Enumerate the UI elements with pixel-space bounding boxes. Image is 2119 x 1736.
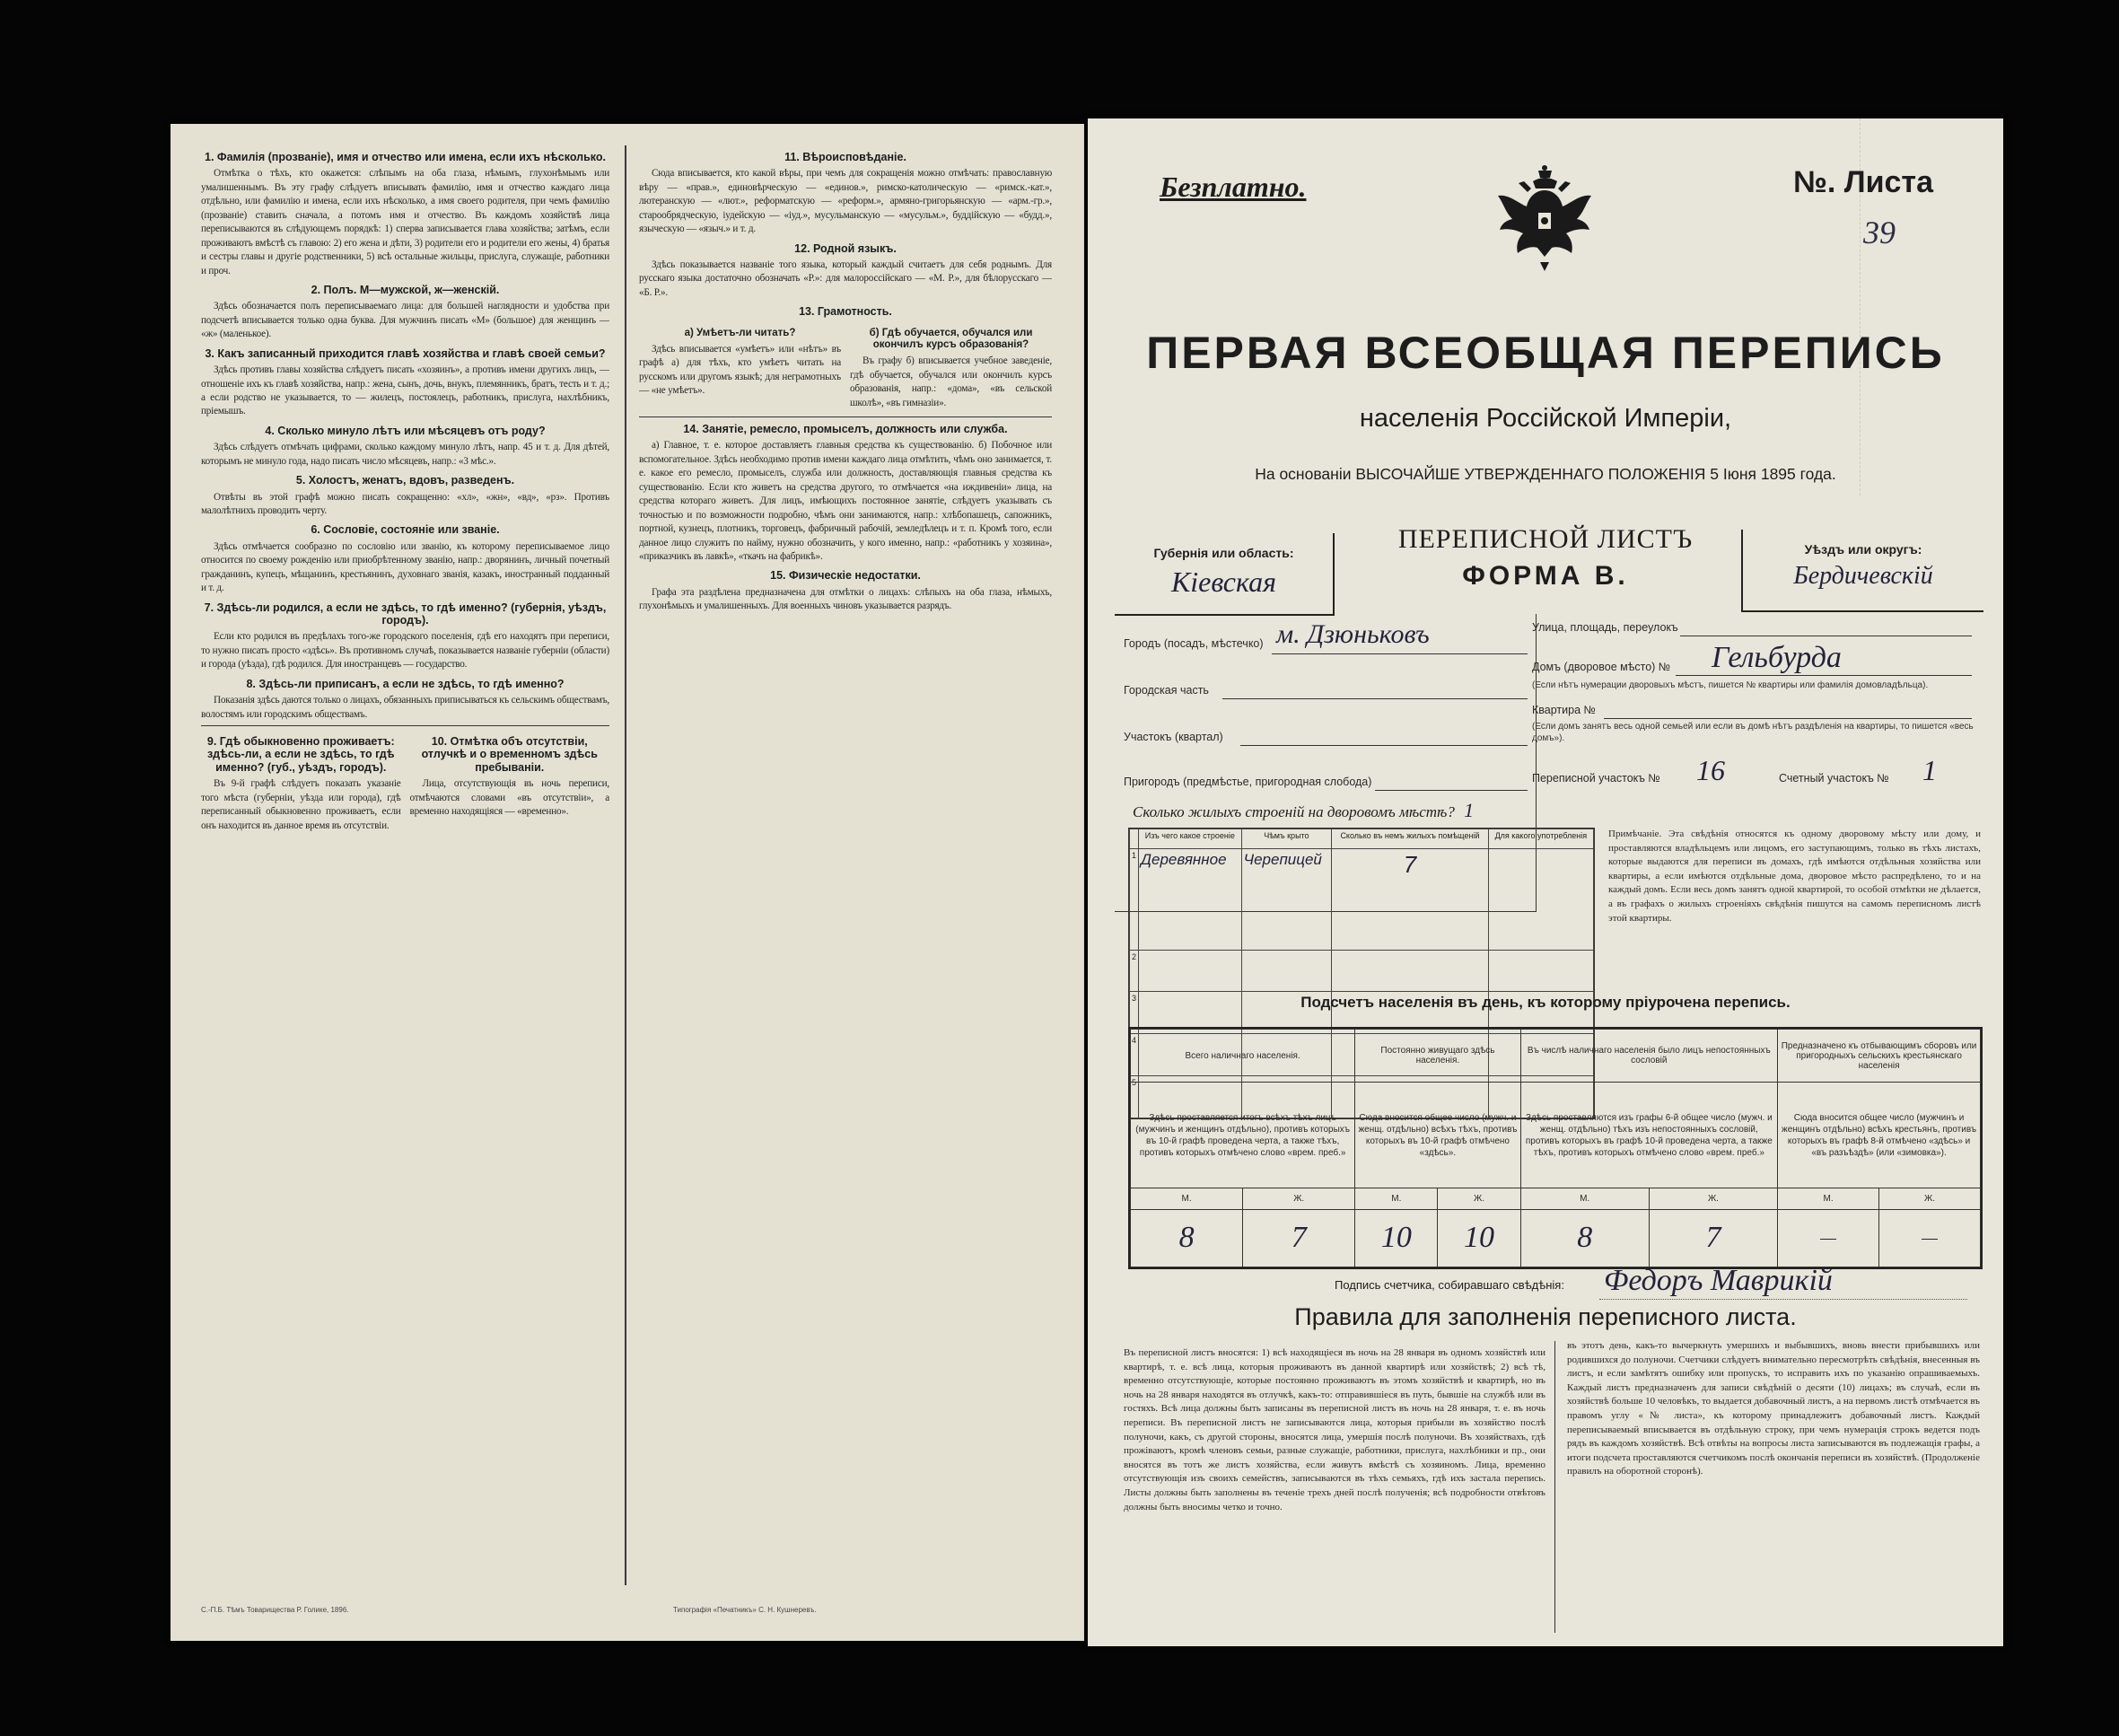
count-male-value: 8 xyxy=(1131,1209,1243,1267)
section-heading: 12. Родной языкъ. xyxy=(794,241,897,255)
section-heading: 4. Сколько минуло лѣтъ или мѣсяцевъ отъ роду? xyxy=(265,424,546,437)
city-label: Городъ (посадъ, мѣстечко) xyxy=(1124,637,1264,650)
section-heading: 13. Грамотность. xyxy=(799,305,892,319)
section-4 xyxy=(201,425,609,469)
uezd-value: Бердичевскій xyxy=(1793,562,1933,590)
count-value-row xyxy=(1131,1209,1981,1267)
count-female-value: — xyxy=(1879,1209,1981,1267)
male-label: М. xyxy=(1520,1188,1649,1210)
uezd-label: Уѣздъ или округъ: xyxy=(1804,542,1922,557)
dwelling-answer: 1 xyxy=(1464,799,1475,821)
imprint-left: С.-П.Б. Тѣмъ Товарищества Р. Голике, 1896. xyxy=(201,1606,349,1614)
census-title: ПЕРВАЯ ВСЕОБЩАЯ ПЕРЕПИСЬ xyxy=(1146,328,1945,378)
count-desc-row xyxy=(1131,1083,1981,1188)
count-column-desc: Здѣсь проставляются изъ графы 6-й общее число (мужч. и женщ. отдѣльно) тѣхъ изъ непостоянныхъ сословій, противъ которыхъ въ графѣ 10-й проведена черта, а также тѣхъ, противъ которыхъ отмѣчено слово «врем. преб.» xyxy=(1520,1083,1778,1188)
row-number: 5 xyxy=(1130,1076,1139,1118)
count-column-desc: Сюда вносится общее число (мужч. и женщ. отдѣльно) всѣхъ тѣхъ, противъ которыхъ въ 10-й графѣ отмѣчено «здѣсь». xyxy=(1355,1083,1520,1188)
guberniya-value: Кіевская xyxy=(1170,566,1277,598)
count-sex-row xyxy=(1131,1188,1981,1210)
section-3 xyxy=(201,347,609,419)
section-11 xyxy=(639,151,1052,237)
population-count-table xyxy=(1128,1027,1983,1269)
row-number: 4 xyxy=(1130,1034,1139,1076)
count-column-desc: Здѣсь проставляется итогъ всѣхъ тѣхъ лицъ (мужчинъ и женщинъ отдѣльно), противъ которыхъ въ 10-й графѣ проведена черта, а также тѣхъ, противъ которыхъ отмѣчено слово «врем. преб.» xyxy=(1131,1083,1355,1188)
row-number: 1 xyxy=(1130,849,1139,951)
city-part-line xyxy=(1222,698,1528,699)
house-label: Домъ (дворовое мѣсто) № xyxy=(1532,661,1671,673)
section-heading: 10. Отмѣтка объ отсутствіи, отлучкѣ и о временномъ здѣсь пребываніи. xyxy=(421,735,598,774)
section-heading: 14. Занятіе, ремесло, промыселъ, должность или служба. xyxy=(683,423,1008,435)
section-14 xyxy=(639,423,1052,564)
section-12 xyxy=(639,242,1052,301)
table-cell: Черепицей xyxy=(1241,849,1332,951)
city-value: м. Дзюньковъ xyxy=(1276,619,1430,649)
population-count-title: Подсчетъ населенія въ день, къ которому пріурочена перепись. xyxy=(1300,994,1791,1011)
suburb-line xyxy=(1375,790,1528,791)
column-header: Сколько въ немъ жилыхъ помѣщеній xyxy=(1332,829,1488,849)
table-row xyxy=(1130,849,1594,951)
section-text: Отвѣты въ этой графѣ можно писать сокращенно: «хл», «жн», «вд», «рз». Противъ малолѣтнихъ проводить черту. xyxy=(201,491,609,517)
count-column-header: Всего наличнаго населенія. xyxy=(1131,1030,1355,1083)
rules-divider xyxy=(1554,1341,1555,1633)
rules-column-2: въ этотъ день, какъ-то вычеркнуть умершихъ и выбывшихъ, вновь внести прибывшихъ или родившихся до полуночи. Счетчики слѣдуетъ внимательно пересмотрѣть свѣдѣнія, внесенныя въ листъ, и если замѣтятъ ошибку или пропускъ, то исправить ихъ по указанію опрашиваемыхъ. Каждый листъ предназначенъ для записи свѣдѣній о десяти (10) лицахъ; въ случаѣ, если въ хозяйствѣ больше 10 человѣкъ, то выдается добавочный листъ, а на первомъ листѣ отмѣчается въ правомъ углу «№ листа», къ которому принадлежитъ добавочный листъ. Каждый переписываемый вписывается въ отдѣльную строку, при чемъ нумерація строкъ ведется подъ рядъ въ каждомъ хозяйствѣ. Всѣ отвѣты на вопросы листа записываются въ подлежащія графы, а итоги подсчета проставляются счетчикомъ послѣ окончанія переписи въ хозяйствѣ. (Продолженіе правилъ на оборотной сторонѣ). xyxy=(1567,1340,1980,1477)
female-label: Ж. xyxy=(1649,1188,1777,1210)
uezd-box xyxy=(1741,530,1983,612)
section-8 xyxy=(201,678,609,722)
section-15 xyxy=(639,569,1052,613)
section-text: Отмѣтка о тѣхъ, кто окажется: слѣпымъ на оба глаза, нѣмымъ, глухонѣмымъ или умалишеннымъ. Въ эту графу слѣдуетъ вписывать фамилію, имя и отчество каждаго лица отдѣльно, или фамилію и имена, если ихъ нѣсколько, а имя своего родителя, при чемъ фамилію (прозваніе) ставить сначала, а потомъ имя и отчество. Въ каждомъ хозяйствѣ лица переписываются въ слѣдующемъ порядкѣ: 1) сперва записывается глава хозяйства; затѣмъ, если проживаютъ вмѣстѣ съ главою: 2) его жена и дѣти, 3) родители его и родители его жены, 4) братья и сестры главы и другіе родственники, 5) всѣ остальные жильцы, прислуга, служащіе, работники и проч. xyxy=(201,168,609,276)
table-row xyxy=(1130,950,1594,992)
apartment-line xyxy=(1604,718,1972,719)
count-column-desc: Сюда вносится общее число (мужчинъ и женщинъ отдѣльно) всѣхъ крестьянъ, противъ которыхъ въ графѣ 8-й отмѣчено «здѣсь» и «въ разъѣздѣ» (или «зимовка»). xyxy=(1778,1083,1981,1188)
section-7 xyxy=(201,601,609,672)
city-line xyxy=(1272,653,1528,654)
count-header-row xyxy=(1131,1030,1981,1083)
divider xyxy=(639,416,1052,417)
count-male-value: 10 xyxy=(1355,1209,1438,1267)
apartment-label: Квартира № xyxy=(1532,704,1596,716)
rules-column-1: Въ переписной листъ вносятся: 1) всѣ находящіеся въ ночь на 28 января въ одномъ хозяйствѣ или квартирѣ, т. е. всѣ лица, которыя проживаютъ въ данной квартирѣ или хозяйствѣ; 2) всѣ тѣ, временно отсутствующіе, которые постоянно проживаютъ въ этомъ хозяйствѣ и квартирѣ, но въ ночь на 28 января находятся въ отлучкѣ, какъ-то: отправившіеся въ путь, бывшіе на службѣ или въ гостяхъ. Всѣ лица должны быть записаны въ переписной листъ въ ночь на 28 января, т. е. въ ночь переписи. Въ переписной листъ не записываются лица, которыя прибыли въ хозяйство послѣ полуночи, какъ, съ другой стороны, вносятся лица, умершія послѣ полуночи. Въ хозяйствахъ, гдѣ прожіваютъ, кромѣ членовъ семьи, разные служащіе, работники, прислуга, нахлѣбники и пр., они вносятся въ тотъ же листъ хозяйства, если живутъ вмѣстѣ съ хозяиномъ. Лица, временно отсутствующія изъ своихъ семействъ, записываются въ тѣхъ семьяхъ, гдѣ ихъ застала перепись. Листы должны быть заполнены въ теченіе трехъ дней послѣ полученія; всѣ подробности отвѣтовъ должны быть вносимы четко и точно. xyxy=(1124,1347,1545,1512)
female-label: Ж. xyxy=(1879,1188,1981,1210)
counting-section-label: Счетный участокъ № xyxy=(1779,772,1889,785)
table-cell xyxy=(1488,849,1593,951)
section-heading: 15. Физическіе недостатки. xyxy=(770,569,921,583)
sections-9-10 xyxy=(201,730,609,836)
counting-section-value: 1 xyxy=(1922,754,1937,786)
section-1 xyxy=(201,151,609,278)
guberniya-label: Губернія или область: xyxy=(1153,546,1294,560)
rules-title: Правила для заполненія переписного листа. xyxy=(1294,1303,1797,1330)
male-label: М. xyxy=(1131,1188,1243,1210)
section-text: Здѣсь отмѣчается сообразно по сословію или званію, къ которому переписываемое лицо относится по своему рожденію или приобрѣтенному званію, напр.: дворянинъ, личный почетный гражданинъ, купецъ, мѣщанинъ, крестьянинъ, духовнаго званія, казакъ, иностранный подданный и т. д. xyxy=(201,540,609,594)
sheet-number-value: 39 xyxy=(1863,215,1896,250)
district-line xyxy=(1240,745,1528,746)
section-text: Если кто родился въ предѣлахъ того-же городского поселенія, гдѣ его находятъ при переписи, то нужно писать просто «здѣсь». Въ противномъ случаѣ, показывается названіе губерніи (области) и города (уѣзда), гдѣ родился. Для иностранцевъ — государство. xyxy=(201,631,609,671)
address-right-block xyxy=(1523,614,1979,740)
section-6 xyxy=(201,523,609,595)
row-number: 2 xyxy=(1130,950,1139,992)
section-heading: 7. Здѣсь-ли родился, а если не здѣсь, то гдѣ именно? (губернія, уѣздъ, городъ). xyxy=(204,601,607,627)
section-heading: 8. Здѣсь-ли приписанъ, а если не здѣсь, то гдѣ именно? xyxy=(246,677,565,690)
section-heading: 5. Холостъ, женатъ, вдовъ, разведенъ. xyxy=(295,474,515,487)
dwelling-question xyxy=(1133,799,1474,822)
literacy-text-b: Въ графу б) вписывается учебное заведеніе, гдѣ обучается, обучался или окончилъ курсъ образованія, напр.: «дома», «въ сельской школѣ», «въ гимназіи». xyxy=(850,355,1052,408)
divider xyxy=(201,725,609,726)
district-label: Участокъ (квартал) xyxy=(1124,731,1223,743)
house-line xyxy=(1676,675,1972,676)
count-female-value: 7 xyxy=(1243,1209,1355,1267)
male-label: М. xyxy=(1355,1188,1438,1210)
literacy-q-b: б) Гдѣ обучается, обучался или окончилъ курсъ образованія? xyxy=(869,327,1033,350)
count-male-value: 8 xyxy=(1520,1209,1649,1267)
count-column-header: Предназначено къ отбывающимъ сборовъ или пригородныхъ сельскихъ крестьянскаго населенія xyxy=(1778,1030,1981,1083)
section-text: Здѣсь слѣдуетъ отмѣчать цифрами, сколько каждому минуло лѣтъ, напр. 45 и т. д. Для дѣтей, которымъ не минуло года, надо писать число мѣсяцевъ, напр.: «3 мѣс.». xyxy=(201,442,609,467)
street-label: Улица, площадь, переулокъ xyxy=(1532,621,1678,634)
section-heading: 6. Сословіе, состояніе или званіе. xyxy=(311,523,500,537)
census-form-sheet xyxy=(1088,118,2003,1646)
form-name: ФОРМА В. xyxy=(1462,561,1629,591)
literacy-q-a: а) Умѣетъ-ли читать? xyxy=(684,327,796,338)
apartment-note: (Если домъ занятъ весь одной семьей или если въ домѣ нѣтъ раздѣленія на квартиры, то пишется «весь домъ»). xyxy=(1532,722,1974,743)
table-cell: Деревянное xyxy=(1139,849,1242,951)
female-label: Ж. xyxy=(1243,1188,1355,1210)
column-header: Изъ чего какое строеніе xyxy=(1139,829,1242,849)
row-number: 3 xyxy=(1130,992,1139,1034)
suburb-label: Пригородъ (предмѣстье, пригородная слобода) xyxy=(1124,776,1372,788)
house-value: Гельбурда xyxy=(1712,641,1842,674)
section-text: Здѣсь показывается названіе того языка, который каждый считаетъ для себя роднымъ. Для русскаго языка достаточно обозначать «Р.»: для малороссійскаго — «М. Р.», для бѣлорусскаго — «Б. Р.». xyxy=(639,259,1052,298)
section-text: Здѣсь обозначается полъ переписываемаго лица: для большей наглядности и удобства при подсчетѣ вписывается только одна буква. Для мужчинъ писать «М» (большое) для женщинъ — «ж» (маленькое). xyxy=(201,301,609,340)
signature-label: Подпись счетчика, собиравшаго свѣдѣнія: xyxy=(1335,1278,1564,1292)
dwelling-question-text: Сколько жилыхъ строеній на дворовомъ мѣстѣ? xyxy=(1133,803,1455,820)
literacy-text-a: Здѣсь вписывается «умѣетъ» или «нѣтъ» въ графѣ а) для тѣхъ, кто умѣетъ читать на русскомъ или другомъ языкѣ; для неграмотныхъ — «не умѣетъ». xyxy=(639,343,841,397)
section-text: Показанія здѣсь даются только о лицахъ, обязанныхъ приписываться къ сельскимъ обществамъ, волостямъ или городскимъ обществамъ. xyxy=(201,695,609,720)
free-label: Безплатно. xyxy=(1160,171,1307,203)
instructions-sheet xyxy=(171,124,1084,1641)
section-text: Графа эта раздѣлена предназначена для отмѣтки о лицахъ: слѣпыхъ на оба глаза, нѣмыхъ, глухонѣмыхъ и умалишенныхъ. Для военныхъ чиновъ указывается разрядъ. xyxy=(639,586,1052,612)
city-part-label: Городская часть xyxy=(1124,684,1209,697)
census-section-value: 16 xyxy=(1696,754,1725,786)
section-heading: 2. Полъ. М—мужской, ж—женскій. xyxy=(311,284,500,296)
count-column-header: Постоянно живущаго здѣсь населенія. xyxy=(1355,1030,1520,1083)
section-2 xyxy=(201,284,609,342)
section-text: Въ 9-й графѣ слѣдуетъ показать указаніе того мѣста (губерніи, уѣзда или города), гдѣ переписанный обыкновенно проживаетъ, если онъ находится въ данное время въ отсутствіи. xyxy=(201,778,401,831)
section-text: Лица, отсутствующія въ ночь переписи, отмѣчаются словами «въ отсутствіи», а временно находящіяся — «временно». xyxy=(409,778,609,818)
table-header-row xyxy=(1130,829,1594,849)
dwelling-note: Примѣчаніе. Эта свѣдѣнія относятся къ одному дворовому мѣсту или дому, и проставляются владѣльцемъ или лицомъ, его заступающимъ, только въ тѣхъ листахъ, которые выдаются для переписи въ домахъ, гдѣ имѣются отдѣльныя хозяйства или квартиры, а если имѣются отдѣльные дома, дворовое мѣсто распредѣлено, то и на каждый домъ. Если весь домъ занятъ одной квартирой, то особой отмѣтки не дѣлается, а въ графахъ о жилыхъ строеніяхъ свѣдѣнія пишутся на самомъ переписномъ листѣ этой квартиры. xyxy=(1608,829,1981,924)
section-5 xyxy=(201,474,609,518)
census-section-label: Переписной участокъ № xyxy=(1532,772,1660,785)
section-text: Здѣсь противъ главы хозяйства слѣдуетъ писать «хозяинъ», а противъ имени другихъ лицъ, — отношеніе ихъ къ главѣ хозяйства, напр.: жена, сынъ, дочь, внукъ, племянникъ, братъ, тесть и т. д.; а если родство не указывается, то — жилецъ, постоялецъ, работникъ, прислуга, нахлѣбникъ, пріемышъ. xyxy=(201,364,609,417)
table-cell: 7 xyxy=(1332,849,1488,951)
count-male-value: — xyxy=(1778,1209,1879,1267)
guberniya-box xyxy=(1115,533,1335,616)
double-headed-eagle-icon xyxy=(1493,165,1597,273)
imprint-right: Типографія «Печатникъ» С. Н. Кушнеревъ. xyxy=(673,1606,817,1614)
literacy-subsections xyxy=(639,322,1052,413)
section-text: а) Главное, т. е. которое доставляетъ главныя средства къ существованію. б) Побочное или вспомогательное. Здѣсь необходимо против имени каждаго лица отмѣтить, чѣмъ оно занимается, т. е. какое его ремесло, промыселъ, служба или должность, доставляющія главныя средства къ существованію. Если кто живетъ на средства другого, то отмѣчается «на иждивеніи» лица, на средства котораго живетъ. Для лицъ, имѣющихъ постоянное занятіе, слѣдуетъ указывать съ точностью и по возможности подробно, чѣмъ они занимаются, напр.: хлѣбопашецъ, сапожникъ, портной, кузнецъ, плотникъ, торговецъ, фабричный рабочій, земледѣлецъ и т. п. Кромѣ того, если данное лицо служитъ по найму, нужно обозначить, у кого именно, напр.: «работникъ у хозяина», «приказчикъ въ лавкѣ», «ткачъ на фабрикѣ». xyxy=(639,440,1052,562)
count-column-header: Въ числѣ наличнаго населенія было лицъ непостоянныхъ сословій xyxy=(1520,1030,1778,1083)
column-header: Для какого употребленія xyxy=(1488,829,1593,849)
section-heading: 3. Какъ записанный приходится главѣ хозяйства и главѣ своей семьи? xyxy=(205,346,606,360)
section-13 xyxy=(639,305,1052,413)
sheet-number-label: №. Листа xyxy=(1792,165,1933,199)
female-label: Ж. xyxy=(1438,1188,1520,1210)
census-subtitle: населенія Россійской Имперіи, xyxy=(1359,404,1732,433)
form-title: ПЕРЕПИСНОЙ ЛИСТЪ xyxy=(1397,524,1694,554)
column-divider xyxy=(625,145,626,1585)
house-note: (Если нѣтъ нумерации дворовыхъ мѣстъ, пишется № квартиры или фамилія домовладѣльца). xyxy=(1532,680,1929,690)
section-text: Сюда вписывается, кто какой вѣры, при чемъ для сокращенія можно отмѣчать: православную вѣру — «прав.», единовѣрческую — «единов.», римско-католическую — «римск.-кат.», лютеранскую — «лют.», реформатскую — «реформ.», армяно-григорьянскую — «арм.-гр.», старообрядческую, іудейскую — «іуд.», мусульманскую — «мусульм.», буддійскую — «будд.», языческую — «языч.» и т. д. xyxy=(639,168,1052,235)
legal-basis: На основаніи ВЫСОЧАЙШЕ УТВЕРЖДЕННАГО ПОЛОЖЕНІЯ 5 Іюня 1895 года. xyxy=(1255,465,1836,483)
male-label: М. xyxy=(1778,1188,1879,1210)
count-female-value: 10 xyxy=(1438,1209,1520,1267)
section-heading: 1. Фамилія (прозваніе), имя и отчество или имена, если ихъ нѣсколько. xyxy=(205,151,606,163)
section-heading: 11. Вѣроисповѣданіе. xyxy=(784,151,906,163)
count-female-value: 7 xyxy=(1649,1209,1777,1267)
signature-line xyxy=(1599,1299,1967,1300)
signature-value: Федоръ Маврикій xyxy=(1604,1264,1833,1297)
section-heading: 9. Гдѣ обыкновенно проживаетъ: здѣсь-ли, а если не здѣсь, то гдѣ именно? (губ., уѣздъ, городъ). xyxy=(206,735,395,774)
column-header: Чѣмъ крыто xyxy=(1241,829,1332,849)
instructions-column-2 xyxy=(639,145,1052,1578)
instructions-column-1 xyxy=(201,145,609,1578)
